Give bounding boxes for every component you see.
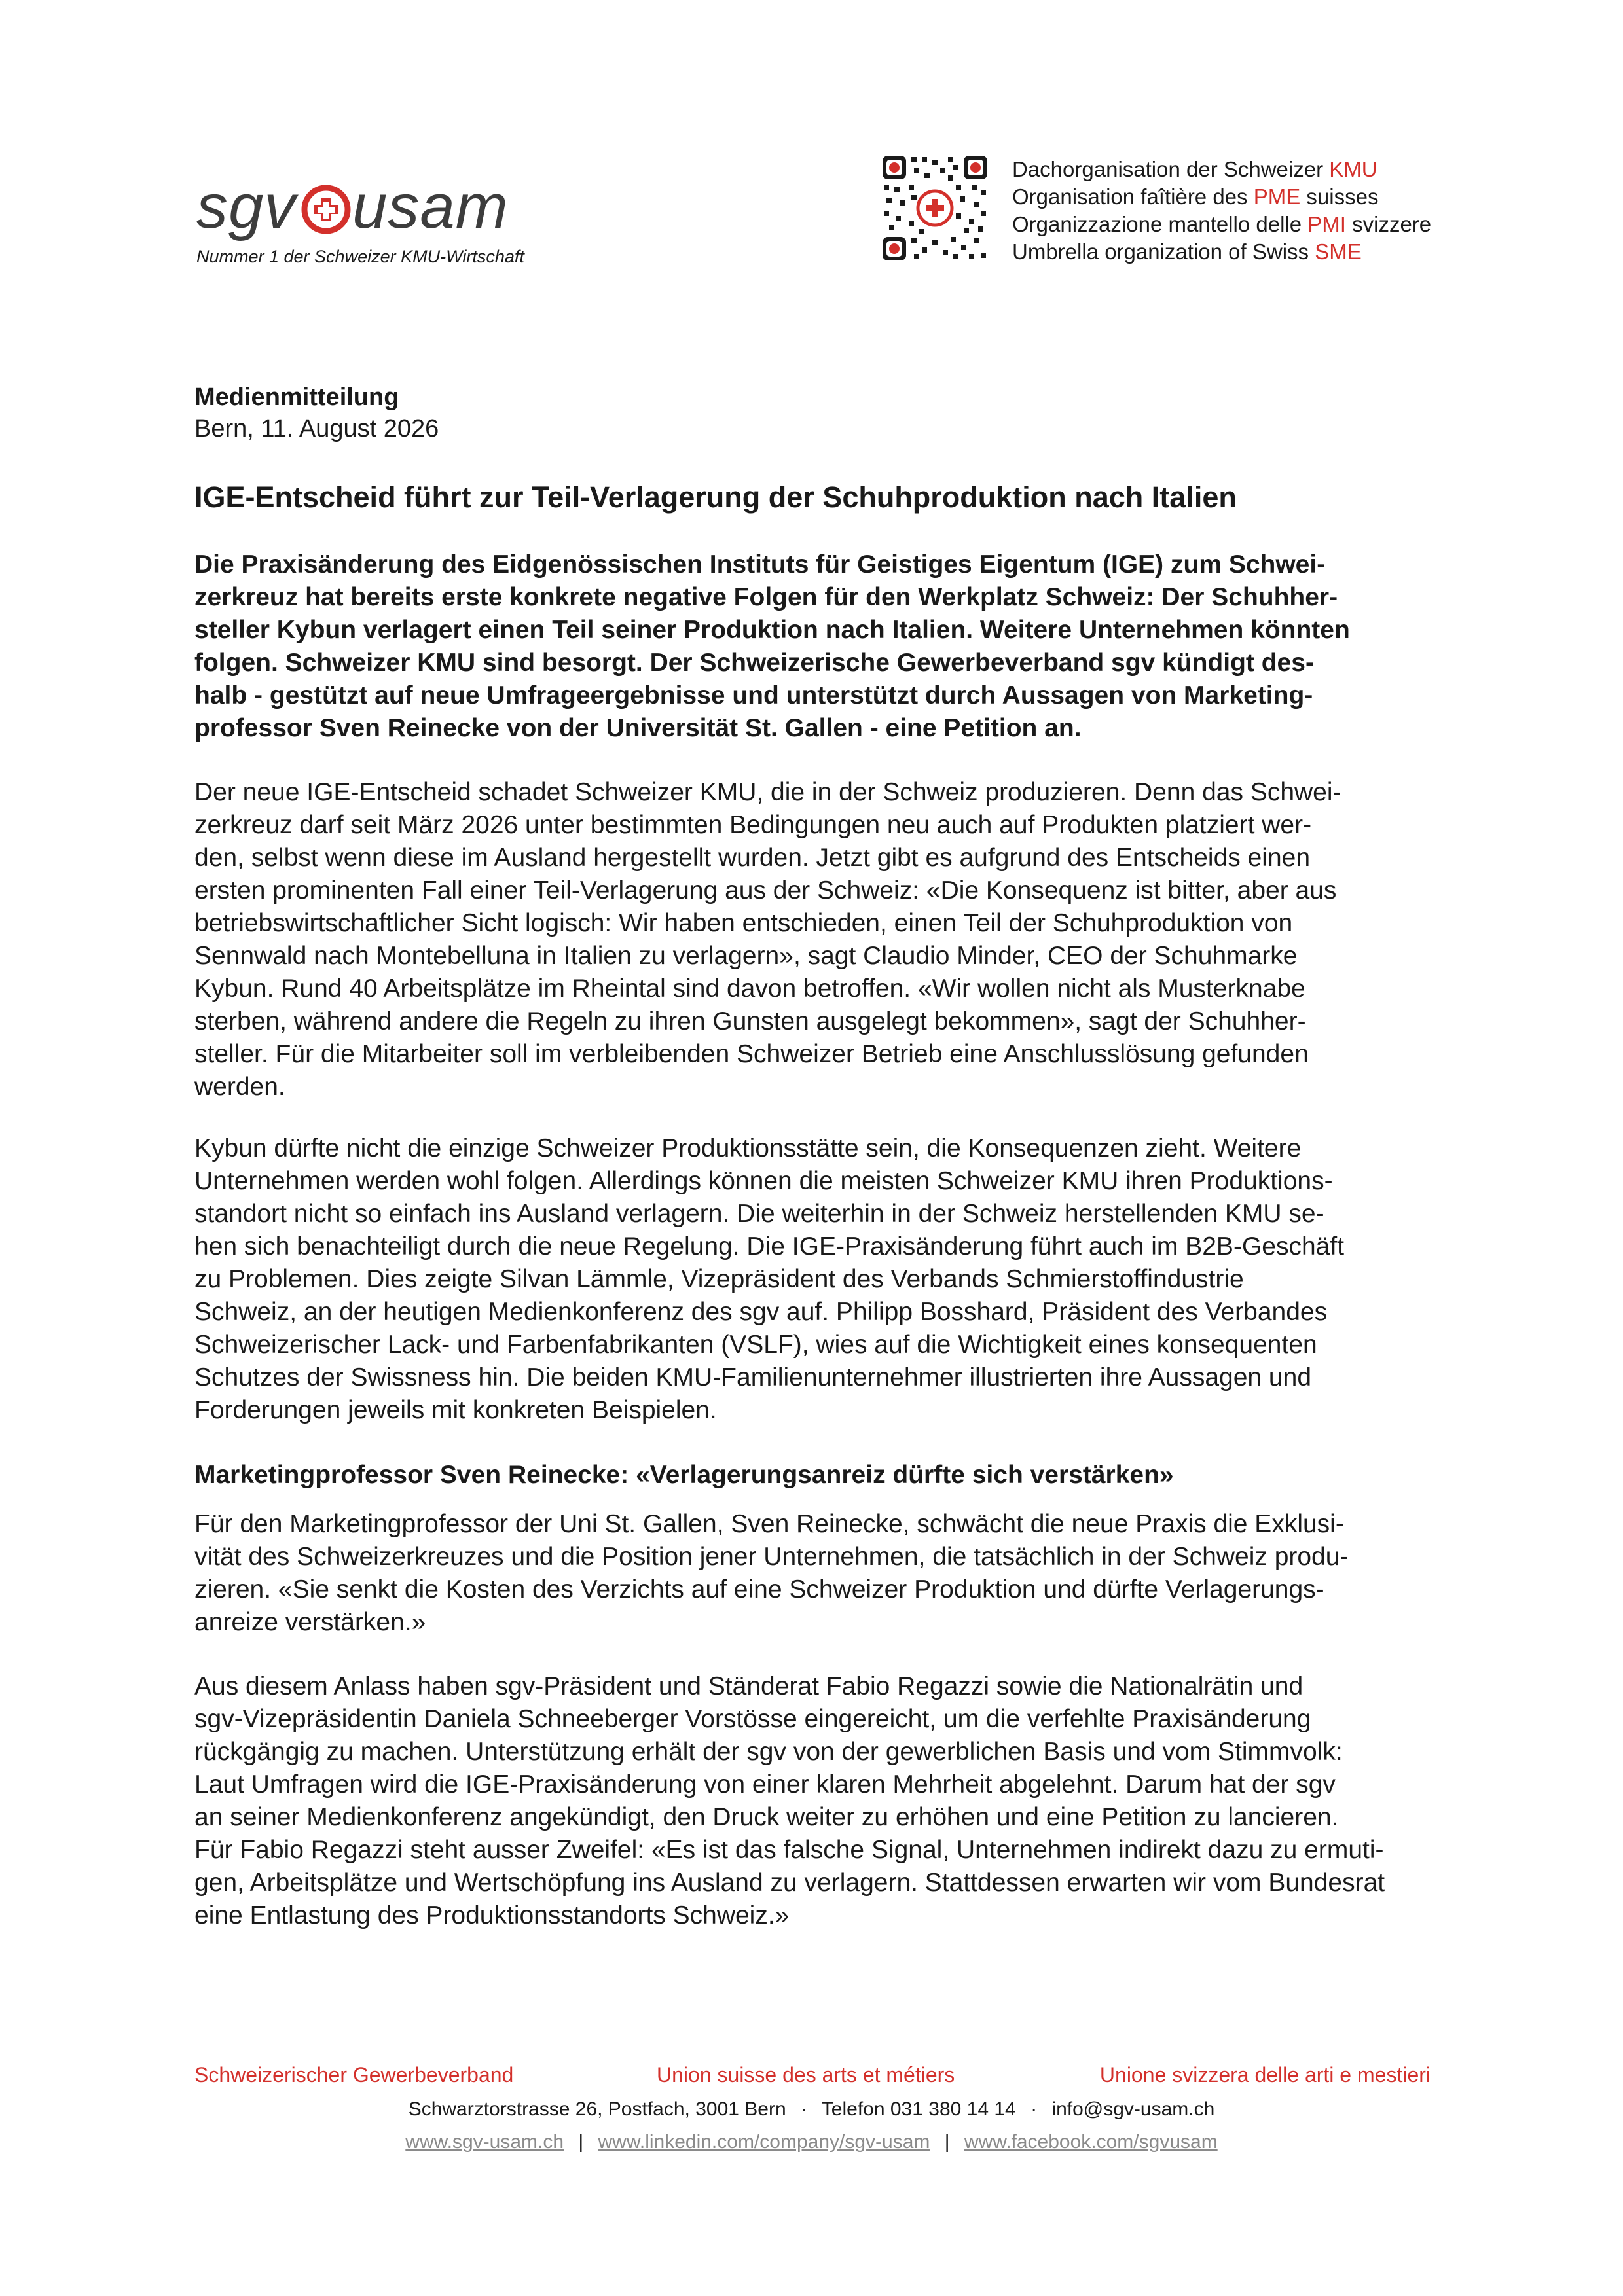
logo-tagline: Nummer 1 der Schweizer KMU-Wirtschaft — [196, 247, 524, 266]
org-line-de: Dachorganisation der Schweizer KMU — [1012, 157, 1377, 181]
swiss-cross-circle-icon — [300, 182, 352, 234]
body-paragraph-2: Kybun dürfte nicht die einzige Schweizer Produktionsstätte sein, die Konsequenzen zieht. Weitere Unternehmen werden wohl folgen. Allerdings können die meisten Schweizer KMU ihren Produktions- standort nicht so einfach ins Ausland verlagern. Die weiterhin in der Schweiz herstellenden KMU se- hen sich benachteiligt durch die neue Regelung. Die IGE-Praxisänderung führt auch im B2B-Geschäft zu Problemen. Dies zeigte Silvan Lämmle, Vizepräsident des Verbands Schmierstoffindustrie Schweiz, an der heutigen Medienkonferenz des sgv auf. Philipp Bosshard, Präsident des Verbandes Schweizerischer Lack- und Farbenfabrikanten (VSLF), wies auf die Wichtigkeit eines konsequenten Schutzes der Swissness hin. Die beiden KMU-Familienunternehmer illustrierten ihre Aussagen und Forderungen jeweils mit konkreten Beispielen. — [194, 1134, 1345, 1424]
org-line-fr: Organisation faîtière des PME suisses — [1012, 185, 1379, 209]
footer-email[interactable]: info@sgv-usam.ch — [1051, 2098, 1215, 2120]
page-title: IGE-Entscheid führt zur Teil-Verlagerung der Schuhproduktion nach Italien — [194, 480, 1237, 514]
org-line-en: Umbrella organization of Swiss SME — [1012, 240, 1362, 264]
footer-dot: · — [801, 2098, 807, 2120]
body-paragraph-1: Der neue IGE-Entscheid schadet Schweizer KMU, die in der Schweiz produzieren. Denn das Schwei- zerkreuz darf seit März 2026 unter bestimmten Bedingungen neu auch auf Produkten platziert wer- den, selbst wenn diese im Ausland hergestellt wurden. Jetzt gibt es aufgrund des Entscheids einen ersten prominenten Fall einer Teil-Verlagerung aus der Schweiz: «Die Konsequenz ist bitter, aber aus betriebswirtschaftlicher Sicht logisch: Wir haben entschieden, einen Teil der Schuhproduktion von Sennwald nach Montebelluna in Italien zu verlagern», sagt Claudio Minder, CEO der Schuhmarke Kybun. Rund 40 Arbeitsplätze im Rheintal sind davon betroffen. «Wir wollen nicht als Musterknabe sterben, während andere die Regeln zu ihren Gunsten ausgelegt bekommen», sagt der Schuhher- steller. Für die Mitarbeiter soll im verbleibenden Schweizer Betrieb eine Anschlusslösung gefunden werden. — [194, 778, 1341, 1101]
document-date: Bern, 11. August 2026 — [194, 415, 439, 442]
body-paragraph-3: Für den Marketingprofessor der Uni St. Gallen, Sven Reinecke, schwächt die neue Praxis die Exklusi- vität des Schweizerkreuzes und die Position jener Unternehmen, die tatsächlich in der Schweiz produ- zieren. «Sie senkt die Kosten des Verzichts auf eine Schweizer Produktion und dürfte Verlagerungs- anreize verstärken.» — [194, 1510, 1349, 1636]
link-facebook[interactable]: www.facebook.com/sgvusam — [964, 2131, 1218, 2153]
logo-text-usam: usam — [352, 171, 509, 242]
footer-name-fr: Union suisse des arts et métiers — [657, 2063, 955, 2087]
qr-code-icon — [883, 156, 987, 260]
body-paragraph-4: Aus diesem Anlass haben sgv-Präsident und Ständerat Fabio Regazzi sowie die Nationalrätin und sgv-Vizepräsidentin Daniela Schneeberger Vorstösse eingereicht, um die verfehlte Praxisänderung rückgängig zu machen. Unterstützung erhält der sgv von der gewerblichen Basis und vom Stimmvolk: Laut Umfragen wird die IGE-Praxisänderung von einer klaren Mehrheit abgelehnt. Darum hat der sgv an seiner Medienkonferenz angekündigt, den Druck weiter zu erhöhen und eine Petition zu lancieren. Für Fabio Regazzi steht ausser Zweifel: «Es ist das falsche Signal, Unternehmen indirekt dazu zu ermuti- gen, Arbeitsplätze und Wertschöpfung ins Ausland zu verlagern. Stattdessen erwarten wir vom Bundesrat eine Entlastung des Produktionsstandorts Schweiz.» — [194, 1672, 1385, 1929]
link-linkedin[interactable]: www.linkedin.com/company/sgv-usam — [598, 2131, 930, 2153]
footer-dot: · — [1030, 2098, 1038, 2120]
org-line-it: Organizzazione mantello delle PMI svizzere — [1012, 212, 1432, 236]
link-website[interactable]: www.sgv-usam.ch — [405, 2131, 564, 2153]
logo-text-sgv: sgv — [196, 171, 297, 242]
footer-links — [0, 2131, 1623, 2153]
section-heading: Marketingprofessor Sven Reinecke: «Verlagerungsanreiz dürfte sich verstärken» — [194, 1461, 1174, 1489]
link-separator: | — [944, 2131, 950, 2153]
link-separator: | — [578, 2131, 584, 2153]
footer-contact — [0, 2098, 1623, 2121]
lead-paragraph: Die Praxisänderung des Eidgenössischen Instituts für Geistiges Eigentum (IGE) zum Schwei- zerkreuz hat bereits erste konkrete negative Folgen für den Werkplatz Schweiz: Der Schuhher- steller Kybun verlagert einen Teil seiner Produktion nach Italien. Weitere Unternehmen könnten folgen. Schweizer KMU sind besorgt. Der Schweizerische Gewerbeverband sgv kündigt des- halb - gestützt auf neue Umfrageergebnisse und unterstützt durch Aussagen von Marketing- professor Sven Reinecke von der Universität St. Gallen - eine Petition an. — [194, 550, 1350, 742]
footer-address: Schwarztorstrasse 26, Postfach, 3001 Bern — [408, 2098, 786, 2120]
document-type: Medienmitteilung — [194, 384, 399, 411]
footer-name-it: Unione svizzera delle arti e mestieri — [1099, 2063, 1431, 2087]
footer-name-de: Schweizerischer Gewerbeverband — [194, 2063, 514, 2087]
footer-phone: Telefon 031 380 14 14 — [821, 2098, 1016, 2120]
sgv-usam-logo — [196, 171, 550, 254]
